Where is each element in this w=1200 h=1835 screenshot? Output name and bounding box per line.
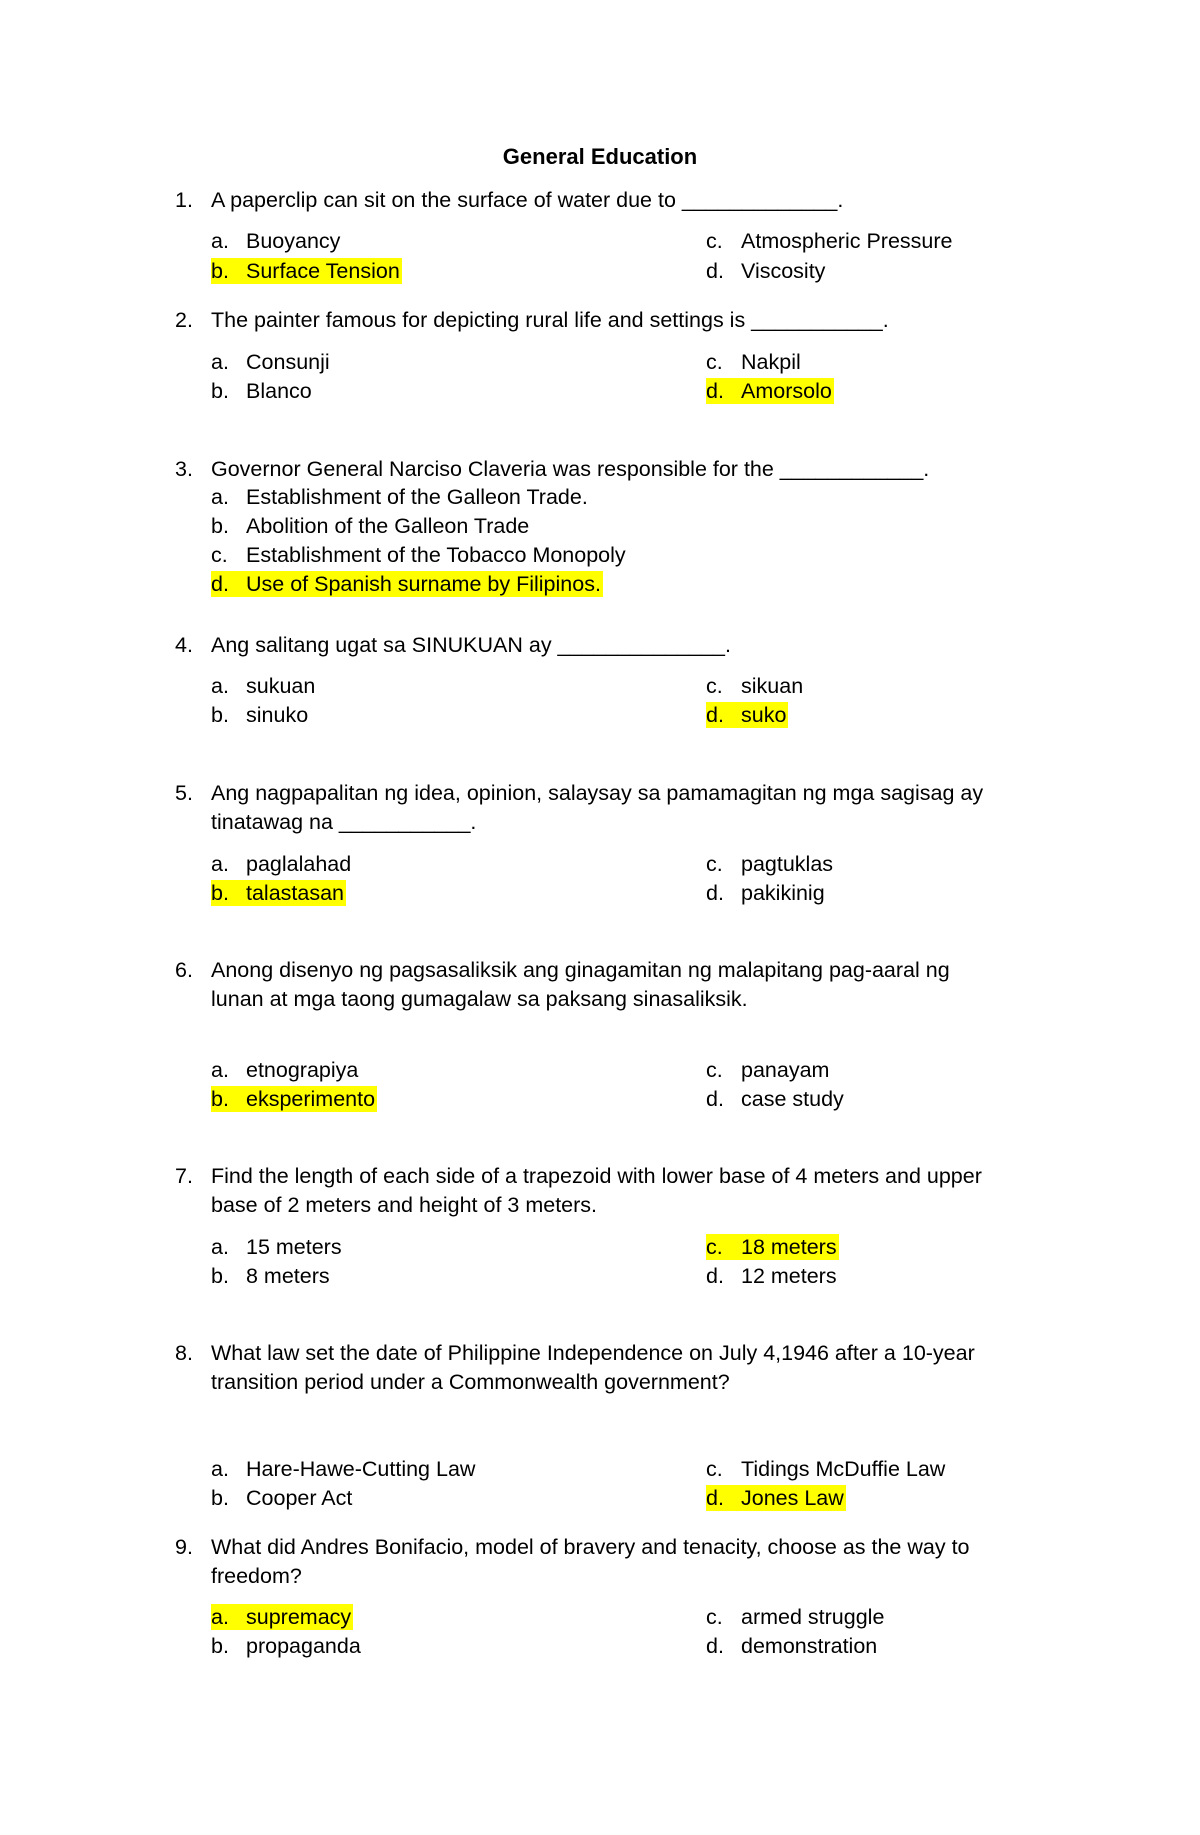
answer-option-a bbox=[211, 673, 315, 699]
option-letter: b. bbox=[211, 1634, 229, 1658]
option-text: pakikinig bbox=[741, 881, 825, 905]
correct-answer-highlight bbox=[211, 880, 346, 906]
option-letter: d. bbox=[706, 1634, 724, 1658]
correct-answer-highlight bbox=[706, 1234, 839, 1260]
option-letter: d. bbox=[706, 259, 724, 283]
option-letter: c. bbox=[706, 1058, 723, 1082]
correct-answer-highlight bbox=[706, 702, 788, 728]
question-text: lunan at mga taong gumagalaw sa paksang sinasaliksik. bbox=[211, 987, 748, 1011]
option-letter: a. bbox=[211, 350, 229, 374]
question-number: 8. bbox=[175, 1341, 193, 1365]
option-letter: a. bbox=[211, 485, 229, 509]
answer-option-c bbox=[706, 673, 803, 699]
answer-text-wrap bbox=[211, 673, 315, 699]
correct-answer-highlight bbox=[211, 1086, 377, 1112]
option-text: Viscosity bbox=[741, 259, 826, 283]
answer-text-wrap bbox=[706, 1086, 844, 1112]
answer-text-wrap bbox=[706, 1633, 877, 1659]
answer-text-wrap bbox=[211, 1263, 330, 1289]
answer-text-wrap bbox=[211, 542, 626, 568]
answer-text-wrap bbox=[211, 1633, 361, 1659]
answer-option-d bbox=[706, 378, 834, 404]
option-text: demonstration bbox=[741, 1634, 878, 1658]
question-number: 1. bbox=[175, 188, 193, 212]
option-letter: b. bbox=[211, 379, 229, 403]
option-letter: a. bbox=[211, 229, 229, 253]
answer-option-d bbox=[706, 1086, 844, 1112]
answer-text-wrap bbox=[706, 349, 801, 375]
option-letter: d. bbox=[706, 1486, 724, 1510]
answer-option-b bbox=[211, 1485, 352, 1511]
question-text: A paperclip can sit on the surface of water due to _____________. bbox=[211, 188, 844, 212]
page-title: General Education bbox=[502, 144, 698, 169]
question-text: tinatawag na ___________. bbox=[211, 810, 477, 834]
question-number: 5. bbox=[175, 781, 193, 805]
option-text: etnograpiya bbox=[246, 1058, 359, 1082]
answer-text-wrap bbox=[706, 1604, 884, 1630]
question-number: 2. bbox=[175, 308, 193, 332]
option-letter: a. bbox=[211, 852, 229, 876]
answer-text-wrap bbox=[211, 378, 312, 404]
option-text: propaganda bbox=[246, 1634, 361, 1658]
option-letter: c. bbox=[706, 1235, 723, 1259]
option-letter: d. bbox=[706, 1087, 724, 1111]
question-text: What did Andres Bonifacio, model of bravery and tenacity, choose as the way to bbox=[211, 1535, 970, 1559]
option-text: sinuko bbox=[246, 703, 309, 727]
answer-option-c bbox=[706, 851, 833, 877]
option-text: sikuan bbox=[741, 674, 804, 698]
option-letter: d. bbox=[706, 881, 724, 905]
question-text: What law set the date of Philippine Independence on July 4,1946 after a 10-year bbox=[211, 1341, 975, 1365]
correct-answer-highlight bbox=[211, 571, 603, 597]
option-letter: c. bbox=[706, 229, 723, 253]
option-letter: a. bbox=[211, 1457, 229, 1481]
answer-option-d bbox=[706, 1633, 877, 1659]
answer-text-wrap bbox=[211, 228, 340, 254]
option-letter: c. bbox=[706, 1457, 723, 1481]
option-text: 15 meters bbox=[246, 1235, 342, 1259]
answer-option-d bbox=[211, 571, 603, 597]
option-text: armed struggle bbox=[741, 1605, 885, 1629]
option-letter: c. bbox=[211, 543, 228, 567]
answer-text-wrap bbox=[211, 1456, 475, 1482]
option-text: eksperimento bbox=[246, 1087, 376, 1111]
option-text: supremacy bbox=[246, 1605, 352, 1629]
answer-option-b bbox=[211, 258, 402, 284]
option-text: Buoyancy bbox=[246, 229, 341, 253]
question-text: Find the length of each side of a trapezoid with lower base of 4 meters and upper bbox=[211, 1164, 982, 1188]
answer-option-a bbox=[211, 1604, 353, 1630]
answer-text-wrap bbox=[706, 1456, 945, 1482]
option-text: Hare-Hawe-Cutting Law bbox=[246, 1457, 476, 1481]
option-letter: b. bbox=[211, 881, 229, 905]
option-letter: b. bbox=[211, 703, 229, 727]
option-text: talastasan bbox=[246, 881, 345, 905]
answer-text-wrap bbox=[211, 484, 588, 510]
answer-text-wrap bbox=[211, 1234, 342, 1260]
option-letter: b. bbox=[211, 1264, 229, 1288]
option-letter: b. bbox=[211, 514, 229, 538]
answer-option-c bbox=[706, 1057, 829, 1083]
question-number: 6. bbox=[175, 958, 193, 982]
option-text: Abolition of the Galleon Trade bbox=[246, 514, 530, 538]
option-letter: a. bbox=[211, 1235, 229, 1259]
answer-option-d bbox=[706, 1485, 846, 1511]
answer-text-wrap bbox=[706, 1263, 837, 1289]
answer-text-wrap bbox=[706, 228, 953, 254]
answer-option-b bbox=[211, 513, 529, 539]
option-letter: d. bbox=[706, 1264, 724, 1288]
answer-text-wrap bbox=[706, 880, 825, 906]
option-text: panayam bbox=[741, 1058, 830, 1082]
question-number: 9. bbox=[175, 1535, 193, 1559]
question-number: 4. bbox=[175, 633, 193, 657]
option-letter: d. bbox=[706, 379, 724, 403]
answer-text-wrap bbox=[211, 1485, 352, 1511]
option-text: pagtuklas bbox=[741, 852, 834, 876]
question-text: freedom? bbox=[211, 1564, 302, 1588]
correct-answer-highlight bbox=[706, 1485, 846, 1511]
option-text: paglalahad bbox=[246, 852, 352, 876]
question-text: Governor General Narciso Claveria was responsible for the ____________. bbox=[211, 457, 930, 481]
answer-option-b bbox=[211, 378, 312, 404]
option-letter: a. bbox=[211, 1058, 229, 1082]
option-letter: a. bbox=[211, 1605, 229, 1629]
answer-option-c bbox=[706, 1456, 945, 1482]
answer-option-c bbox=[706, 1604, 884, 1630]
answer-option-a bbox=[211, 1057, 358, 1083]
option-text: suko bbox=[741, 703, 787, 727]
answer-text-wrap bbox=[706, 673, 803, 699]
option-letter: c. bbox=[706, 1605, 723, 1629]
option-letter: b. bbox=[211, 259, 229, 283]
option-letter: c. bbox=[706, 852, 723, 876]
option-letter: a. bbox=[211, 674, 229, 698]
answer-option-d bbox=[706, 1263, 837, 1289]
correct-answer-highlight bbox=[706, 378, 834, 404]
answer-text-wrap bbox=[211, 1057, 358, 1083]
option-letter: d. bbox=[211, 572, 229, 596]
option-text: Establishment of the Galleon Trade. bbox=[246, 485, 588, 509]
option-text: Jones Law bbox=[741, 1486, 844, 1510]
question-text: The painter famous for depicting rural life and settings is ___________. bbox=[211, 308, 889, 332]
question-text: Anong disenyo ng pagsasaliksik ang ginagamitan ng malapitang pag-aaral ng bbox=[211, 958, 950, 982]
option-text: Atmospheric Pressure bbox=[741, 229, 953, 253]
answer-option-a bbox=[211, 1456, 475, 1482]
option-text: Surface Tension bbox=[246, 259, 400, 283]
question-text: base of 2 meters and height of 3 meters. bbox=[211, 1193, 598, 1217]
answer-option-d bbox=[706, 880, 825, 906]
option-text: Tidings McDuffie Law bbox=[741, 1457, 946, 1481]
answer-option-a bbox=[211, 349, 330, 375]
question-number: 3. bbox=[175, 457, 193, 481]
option-letter: c. bbox=[706, 674, 723, 698]
correct-answer-highlight bbox=[211, 1604, 353, 1630]
option-letter: d. bbox=[706, 703, 724, 727]
option-text: Cooper Act bbox=[246, 1486, 353, 1510]
answer-option-b bbox=[211, 880, 346, 906]
answer-text-wrap bbox=[706, 1057, 829, 1083]
question-text: Ang salitang ugat sa SINUKUAN ay ______________. bbox=[211, 633, 731, 657]
answer-option-a bbox=[211, 851, 351, 877]
answer-option-a bbox=[211, 484, 588, 510]
answer-text-wrap bbox=[211, 349, 330, 375]
answer-text-wrap bbox=[706, 851, 833, 877]
option-text: 8 meters bbox=[246, 1264, 330, 1288]
option-text: Consunji bbox=[246, 350, 330, 374]
question-text: transition period under a Commonwealth government? bbox=[211, 1370, 730, 1394]
question-text: Ang nagpapalitan ng idea, opinion, salaysay sa pamamagitan ng mga sagisag ay bbox=[211, 781, 984, 805]
answer-option-d bbox=[706, 258, 825, 284]
correct-answer-highlight bbox=[211, 258, 402, 284]
answer-option-b bbox=[211, 1633, 361, 1659]
option-text: case study bbox=[741, 1087, 844, 1111]
answer-option-b bbox=[211, 702, 308, 728]
answer-text-wrap bbox=[211, 851, 351, 877]
option-text: Blanco bbox=[246, 379, 312, 403]
answer-text-wrap bbox=[211, 702, 308, 728]
answer-option-d bbox=[706, 702, 788, 728]
answer-text-wrap bbox=[211, 513, 529, 539]
option-text: 18 meters bbox=[741, 1235, 837, 1259]
answer-option-a bbox=[211, 1234, 342, 1260]
option-letter: b. bbox=[211, 1087, 229, 1111]
option-text: Use of Spanish surname by Filipinos. bbox=[246, 572, 601, 596]
option-text: sukuan bbox=[246, 674, 316, 698]
option-text: Establishment of the Tobacco Monopoly bbox=[246, 543, 626, 567]
question-number: 7. bbox=[175, 1164, 193, 1188]
option-text: Amorsolo bbox=[741, 379, 832, 403]
answer-option-c bbox=[706, 349, 801, 375]
option-text: 12 meters bbox=[741, 1264, 837, 1288]
option-letter: c. bbox=[706, 350, 723, 374]
answer-option-c bbox=[706, 1234, 839, 1260]
option-text: Nakpil bbox=[741, 350, 801, 374]
answer-option-b bbox=[211, 1086, 377, 1112]
answer-option-c bbox=[211, 542, 626, 568]
answer-text-wrap bbox=[706, 258, 825, 284]
answer-option-b bbox=[211, 1263, 330, 1289]
answer-option-a bbox=[211, 228, 340, 254]
answer-option-c bbox=[706, 228, 953, 254]
option-letter: b. bbox=[211, 1486, 229, 1510]
